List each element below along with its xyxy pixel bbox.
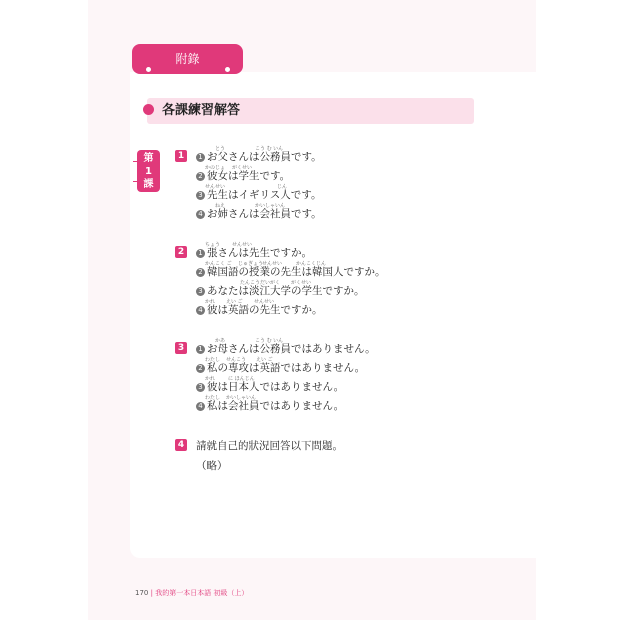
lesson-tag [137, 150, 160, 192]
answer-text: 私は会社員ではありません。 [207, 400, 345, 412]
furigana: かいしゃいん [226, 395, 257, 401]
furigana: ちょう [205, 242, 221, 248]
page-footer [135, 588, 248, 598]
furigana: がくせい [232, 165, 253, 171]
furigana: せんせい [262, 261, 283, 267]
furigana: ねえ [215, 203, 226, 209]
answer-line [196, 169, 290, 183]
furigana: じゅぎょう [238, 261, 264, 267]
furigana: かのじょ [205, 165, 226, 171]
answer-number: 1 [196, 345, 205, 354]
furigana: かいしゃいん [255, 203, 286, 209]
furigana: せんせい [205, 184, 226, 190]
answer-text: お父さんは公務員です。 [207, 151, 322, 163]
answer-text: 彼は英語の先生ですか。 [207, 304, 323, 316]
page-number: 170 [135, 589, 149, 597]
answer-line [196, 361, 365, 375]
tab-connector-line [148, 69, 228, 70]
lesson-tag-char: 第 [143, 153, 154, 164]
furigana: えい ご [256, 357, 273, 363]
furigana: かんこく ご [205, 261, 232, 267]
answer-number: 2 [196, 172, 205, 181]
answer-number: 3 [196, 287, 205, 296]
book-title: 我的第一本日本語 [155, 589, 212, 597]
answer-text: お姉さんは会社員です。 [207, 208, 322, 220]
furigana: に ほんじん [228, 376, 255, 382]
answer-number: 3 [196, 191, 205, 200]
answer-text: 先生はイギリス人です。 [207, 189, 322, 201]
furigana: わたし [205, 395, 221, 401]
furigana: かんこくじん [296, 261, 327, 267]
answer-text: あなたは淡江大学の学生ですか。 [207, 285, 365, 297]
furigana: せんこう [226, 357, 247, 363]
answer-number: 4 [196, 402, 205, 411]
book-level: 初級（上） [213, 589, 249, 597]
furigana: こう む いん [255, 338, 284, 344]
answer-number: 4 [196, 210, 205, 219]
lesson-tag-char: 1 [145, 166, 152, 177]
furigana: かあ [215, 338, 226, 344]
furigana: じん [277, 184, 288, 190]
answer-text: お母さんは公務員ではありません。 [207, 343, 376, 355]
furigana: えい ご [226, 299, 243, 305]
answer-line [196, 380, 344, 394]
question-number: 4 [175, 439, 187, 451]
answer-number: 2 [196, 268, 205, 277]
answer-text: 張さんは先生ですか。 [207, 247, 312, 259]
content-panel [130, 72, 536, 558]
answer-line [196, 150, 322, 164]
appendix-tab: 附錄 [132, 44, 243, 74]
furigana: かれ [205, 299, 216, 305]
answer-number: 4 [196, 306, 205, 315]
furigana: たんこうだいがく [240, 280, 281, 286]
furigana: がくせい [291, 280, 312, 286]
furigana: こう む いん [255, 146, 284, 152]
furigana: せんせい [232, 242, 253, 248]
question-number: 1 [175, 150, 187, 162]
footer-divider: | [150, 589, 153, 597]
section-title: 各課練習解答 [162, 103, 241, 118]
answer-number: 1 [196, 249, 205, 258]
furigana: かれ [205, 376, 216, 382]
answer-text: 韓国語の授業の先生は韓国人ですか。 [207, 266, 386, 278]
answer-line [196, 265, 386, 279]
tab-dot-right [224, 66, 231, 73]
answer-text: 私の専攻は英語ではありません。 [207, 362, 366, 374]
answer-line [196, 342, 376, 356]
answer-number: 3 [196, 383, 205, 392]
tab-dot-left [145, 66, 152, 73]
furigana: わたし [205, 357, 221, 363]
answer-number: 2 [196, 364, 205, 373]
furigana: せんせい [254, 299, 275, 305]
answer-line [196, 188, 321, 202]
answer-line [196, 284, 365, 298]
answer-line [196, 399, 344, 413]
question-number: 3 [175, 342, 187, 354]
answer-line [196, 207, 322, 221]
answer-number: 1 [196, 153, 205, 162]
answer-text: 彼女は学生です。 [207, 170, 291, 182]
answer-text: 彼は日本人ではありません。 [207, 381, 345, 393]
lesson-tag-char: 課 [143, 179, 154, 190]
answer-line [196, 303, 323, 317]
question-number: 2 [175, 246, 187, 258]
question-instruction: 請就自己的狀況回答以下問題。 [196, 440, 343, 452]
answer-line [196, 246, 312, 260]
section-bullet-icon [143, 104, 154, 115]
furigana: とう [215, 146, 226, 152]
question-note: （略） [196, 460, 228, 472]
